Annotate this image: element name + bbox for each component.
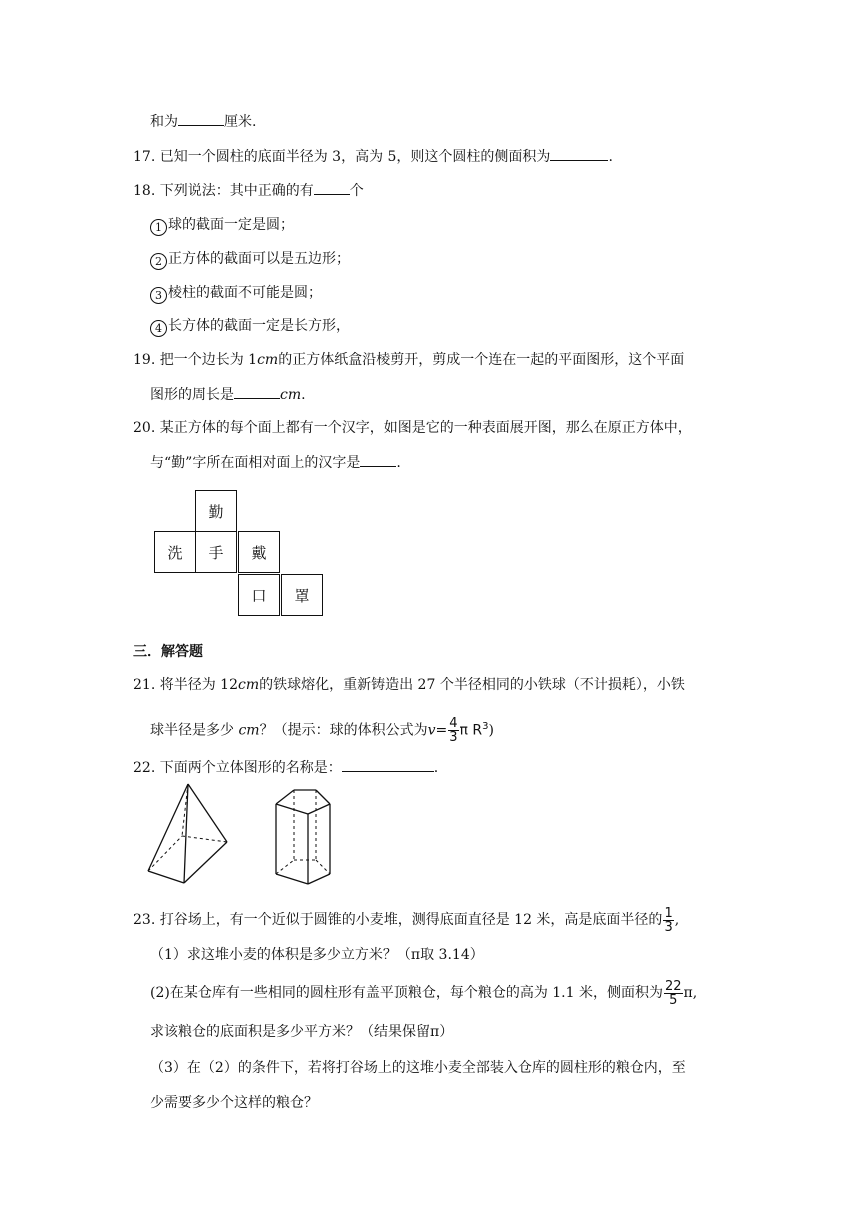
q16-tail: 和为 厘米. <box>150 111 256 132</box>
answer-blank <box>550 146 608 161</box>
net-cell: 戴 <box>238 531 280 573</box>
fraction: $\frac{4}{3}$ <box>449 716 458 746</box>
q18-option-1: 1 球的截面一定是圆； <box>150 215 294 236</box>
question-23-part-2-cont: 求该粮仓的底面积是多少平方米？（结果保留π） <box>150 1024 454 1040</box>
question-23: 23. 打谷场上，有一个近似于圆锥的小麦堆，测得底面直径是 12 米，高是底面半径的 $\frac{1}{3}$ , <box>133 905 680 935</box>
q18-option-2: 2 正方体的截面可以是五边形； <box>150 249 350 270</box>
pyramid-figure <box>148 784 227 883</box>
question-23-part-2: (2)在某仓库有一些相同的圆柱形有盖平顶粮仓，每个粮仓的高为 1.1 米，侧面积为 $\frac{22}{5}$ π, <box>150 978 698 1008</box>
question-21-cont: 球半径是多少 cm？（提示：球的体积公式为v= $\frac{4}{3}$ π $R^3$) <box>150 716 494 746</box>
net-cell: 手 <box>195 531 237 573</box>
circled-number: 1 <box>150 219 167 236</box>
fraction: $\frac{1}{3}$ <box>664 905 673 935</box>
net-cell: 口 <box>238 574 280 616</box>
question-21: 21. 将半径为 12cm的铁球熔化，重新铸造出 27 个半径相同的小铁球（不计损耗），小铁 <box>133 677 685 693</box>
net-cell: 勤 <box>195 490 237 532</box>
answer-blank <box>314 180 350 195</box>
answer-blank <box>234 384 280 399</box>
question-20-cont: 与“勤”字所在面相对面上的汉字是 . <box>150 452 401 473</box>
circled-number: 4 <box>150 320 167 337</box>
section-heading: 三．解答题 <box>133 644 203 660</box>
question-22: 22. 下面两个立体图形的名称是： . <box>133 757 438 778</box>
question-20: 20. 某正方体的每个面上都有一个汉字，如图是它的一种表面展开图，那么在原正方体中， <box>133 420 692 436</box>
answer-blank <box>360 452 396 467</box>
question-23-part-3: （3）在（2）的条件下，若将打谷场上的这堆小麦全部装入仓库的圆柱形的粮仓内，至 <box>150 1060 686 1076</box>
question-19-cont: 图形的周长是 cm. <box>150 384 306 405</box>
net-cell: 罩 <box>281 574 323 616</box>
solid-figures <box>140 776 370 894</box>
question-23-part-1: （1）求这堆小麦的体积是多少立方米？（π取 3.14） <box>150 947 484 963</box>
circled-number: 3 <box>150 287 167 304</box>
question-18: 18. 下列说法：其中正确的有 个 <box>133 180 364 201</box>
net-cell: 洗 <box>154 531 196 573</box>
answer-blank <box>342 757 434 772</box>
question-23-part-3-cont: 少需要多少个这样的粮仓？ <box>150 1095 318 1111</box>
question-17: 17. 已知一个圆柱的底面半径为 3，高为 5，则这个圆柱的侧面积为 . <box>133 146 613 167</box>
circled-number: 2 <box>150 253 167 270</box>
answer-blank <box>178 111 224 126</box>
q18-option-3: 3 棱柱的截面不可能是圆； <box>150 283 322 304</box>
fraction: $\frac{22}{5}$ <box>665 978 682 1008</box>
q18-option-4: 4 长方体的截面一定是长方形， <box>150 316 350 337</box>
prism-figure <box>276 790 330 884</box>
question-19: 19. 把一个边长为 1cm的正方体纸盒沿棱剪开，剪成一个连在一起的平面图形，这个平面 <box>133 352 685 368</box>
cube-net-figure <box>150 490 326 620</box>
